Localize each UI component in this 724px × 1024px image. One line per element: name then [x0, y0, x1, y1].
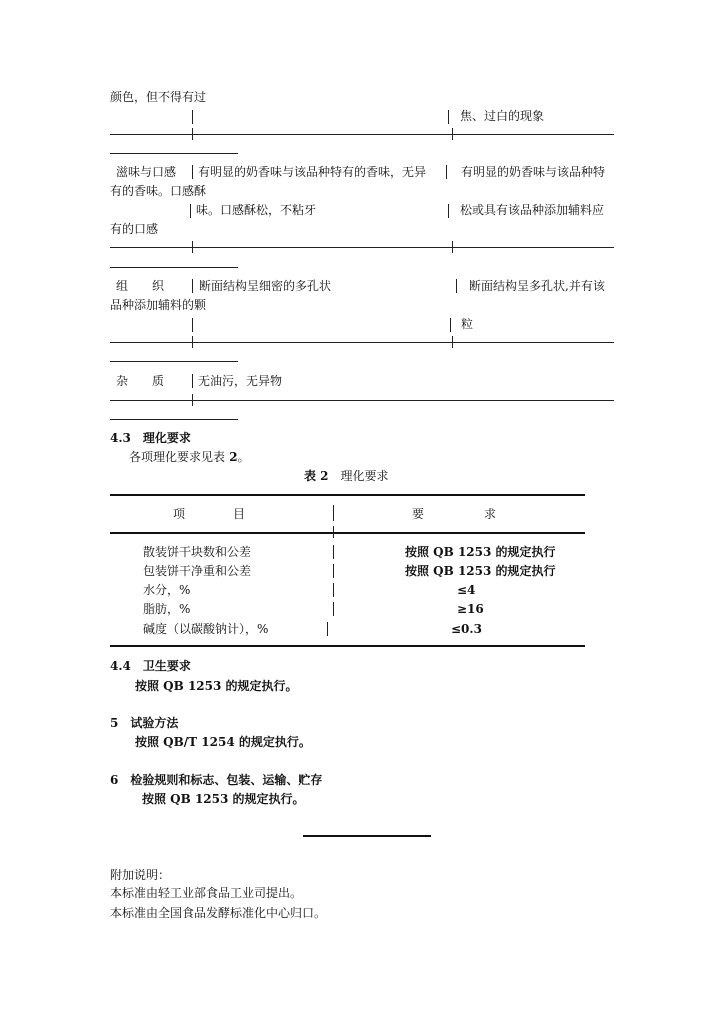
- column-divider: [450, 318, 451, 332]
- column-divider: [333, 602, 334, 616]
- table1-r2-line2: 有的香味。口感酥: [110, 184, 207, 198]
- row-rule: [110, 134, 614, 135]
- table2-item: 脂肪，%: [143, 602, 191, 616]
- column-divider: [333, 526, 334, 538]
- row-rule: [110, 400, 614, 401]
- column-divider: [452, 336, 453, 348]
- column-divider: [192, 165, 193, 179]
- table-number: 2: [225, 450, 238, 464]
- column-divider: [448, 204, 449, 218]
- notes-heading: 附加说明：: [110, 868, 171, 882]
- table2-item: 包装饼干净重和公差: [143, 564, 252, 578]
- table1-r3-right-line1: 断面结构呈多孔状,并有该: [469, 279, 605, 293]
- table1-r3-line2: 品种添加辅料的颗: [110, 298, 207, 312]
- table2-head-right: 要 求: [412, 507, 497, 521]
- caption-text: 理化要求: [328, 469, 389, 483]
- column-divider: [192, 336, 193, 348]
- column-divider: [192, 318, 193, 332]
- column-divider: [452, 128, 453, 140]
- table2-item: 散装饼干块数和公差: [143, 545, 252, 559]
- column-divider: [192, 110, 193, 124]
- column-divider: [452, 241, 453, 253]
- column-divider: [192, 128, 193, 140]
- table2-header-rule: [110, 532, 585, 534]
- column-divider: [448, 110, 449, 124]
- row-rule-short: [110, 419, 238, 420]
- table1-r4-label: 杂 质: [116, 374, 165, 388]
- table1-r2-mid-line3: 味。口感酥松，不粘牙: [196, 203, 317, 217]
- section-4-3-body: [129, 450, 250, 464]
- table1-r2-line4: 有的口感: [110, 222, 159, 236]
- column-divider: [333, 564, 334, 578]
- column-divider: [192, 241, 193, 253]
- column-divider: [333, 505, 334, 521]
- column-divider: [446, 165, 447, 179]
- table1-r4-mid-line1: 无油污，无异物: [198, 374, 283, 388]
- table2-req: ≤0.3: [451, 622, 482, 636]
- table1-r2-mid-line1: 有明显的奶香味与该品种特有的香味，无异: [198, 165, 427, 179]
- column-divider: [192, 394, 193, 406]
- table1-r2-label: 滋味与口感: [116, 165, 177, 179]
- body-punct: 。: [237, 450, 250, 464]
- table2-req: ≥16: [457, 602, 484, 616]
- table2-req: ≤4: [457, 583, 476, 597]
- row-rule-short: [110, 361, 238, 362]
- column-divider: [190, 204, 191, 218]
- column-divider: [333, 545, 334, 559]
- table1-r1-right-cont: 焦、过白的现象: [460, 109, 545, 123]
- section-4-4-body: 按照 QB 1253 的规定执行。: [135, 679, 298, 693]
- row-rule-short: [110, 267, 238, 268]
- table1-r3-label: 组 织: [116, 279, 165, 293]
- section-4-4-title: 4.4 卫生要求: [110, 659, 191, 673]
- table1-r2-right-line3: 松或具有该品种添加辅料应: [460, 203, 605, 217]
- section-6-body: 按照 QB 1253 的规定执行。: [142, 792, 305, 806]
- row-rule-short: [110, 153, 238, 154]
- column-divider: [192, 279, 193, 293]
- table2-item: 碱度（以碳酸钠计），%: [143, 622, 269, 636]
- row-rule: [110, 247, 614, 248]
- body-text: 各项理化要求见表: [129, 450, 226, 464]
- column-divider: [456, 279, 457, 293]
- table2-caption: [304, 469, 389, 483]
- table2-req: 按照 QB 1253 的规定执行: [405, 545, 556, 559]
- table1-r1-line1: 颜色，但不得有过: [110, 90, 207, 104]
- end-rule: [303, 835, 431, 837]
- table1-r3-right-line3: 粒: [461, 317, 474, 331]
- table2-head-left: 项 目: [173, 507, 246, 521]
- table1-r2-right-line1: 有明显的奶香味与该品种特: [461, 165, 606, 179]
- table1-r3-mid-line1: 断面结构呈细密的多孔状: [199, 279, 332, 293]
- section-4-3-title: 4.3 理化要求: [110, 431, 191, 445]
- table2-bottom-rule: [110, 645, 585, 647]
- column-divider: [333, 583, 334, 597]
- notes-line1: 本标准由轻工业部食品工业司提出。: [110, 886, 303, 900]
- table2-top-rule: [110, 494, 585, 496]
- notes-line2: 本标准由全国食品发酵标准化中心归口。: [110, 906, 327, 920]
- section-5-body: 按照 QB/T 1254 的规定执行。: [135, 735, 311, 749]
- caption-number: 表 2: [304, 469, 329, 483]
- section-5-title: 5 试验方法: [110, 716, 179, 730]
- section-6-title: 6 检验规则和标志、包装、运输、贮存: [110, 773, 323, 787]
- row-rule: [110, 342, 614, 343]
- table2-item: 水分，%: [143, 583, 191, 597]
- column-divider: [327, 622, 328, 636]
- column-divider: [192, 374, 193, 388]
- table2-req: 按照 QB 1253 的规定执行: [405, 564, 556, 578]
